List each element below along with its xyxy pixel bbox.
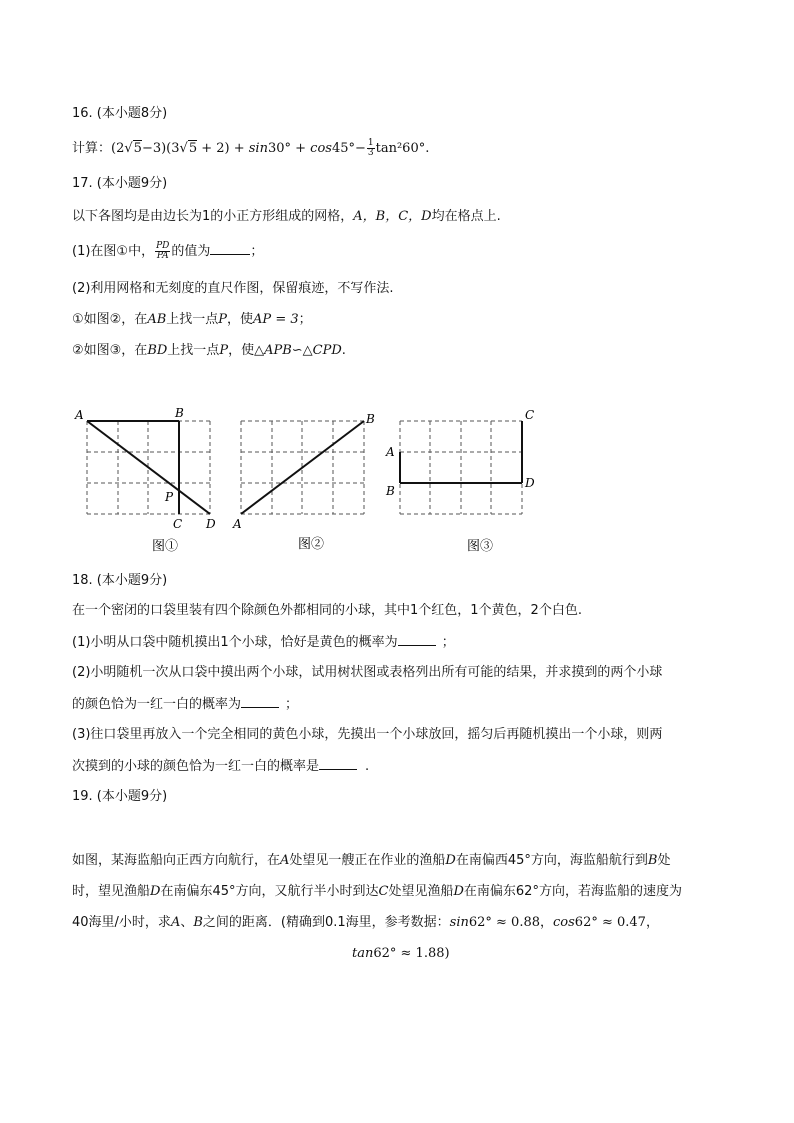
fig2-caption: 图② (298, 537, 325, 552)
fig1-label-d: D (206, 517, 216, 531)
answer-blank[interactable] (210, 242, 250, 255)
q16-fraction: $\frac{1}{3}$ (367, 138, 374, 158)
q16-heading: 16. (本小题8分) (72, 106, 168, 121)
fig3-grid (400, 421, 522, 514)
answer-blank[interactable] (398, 633, 436, 646)
fig1-caption: 图① (152, 539, 179, 554)
fig3-label-d: D (525, 476, 535, 490)
q17-heading: 17. (本小题9分) (72, 176, 168, 191)
fig3-label-b: B (386, 484, 395, 498)
q18-intro: 在一个密闭的口袋里装有四个除颜色外都相同的小球，其中1个红色，1个黄色，2个白色. (72, 603, 582, 618)
q19-line4: tan62° ≈ 1.88) (352, 946, 450, 961)
fig3-label-c: C (525, 408, 535, 422)
q16-lead: 计算： (72, 141, 112, 156)
fig1-label-p: P (165, 490, 174, 504)
answer-blank[interactable] (241, 695, 279, 708)
fig3-label-a: A (386, 445, 395, 459)
fig1-label-b: B (175, 406, 184, 420)
fig2-label-a: A (233, 517, 242, 531)
q17-part1: (1)在图①中， $\frac{PD}{PA}$ 的值为 ； (72, 241, 264, 261)
fig1-label-a: A (75, 408, 84, 422)
fig2-label-b: B (366, 412, 375, 426)
q17-part2-2: ②如图③，在BD上找一点P，使△APB∽△CPD. (72, 343, 346, 358)
q18-part3-line2: 次摸到的小球的颜色恰为一红一白的概率是 . (72, 759, 370, 774)
q19-line1: 如图，某海监船向正西方向航行，在A处望见一艘正在作业的渔船D在南偏西45°方向，海监船航行到B处 (72, 853, 671, 868)
q19-line2: 时，望见渔船D在南偏东45°方向，又航行半小时到达C处望见渔船D在南偏东62°方向，若海监船的速度为 (72, 884, 682, 899)
q18-heading: 18. (本小题9分) (72, 573, 168, 588)
q18-part2-line1: (2)小明随机一次从口袋中摸出两个小球，试用树状图或表格列出所有可能的结果，并求摸到的两个小球 (72, 665, 663, 680)
q19-line3: 40海里/小时，求A、B之间的距离．(精确到0.1海里，参考数据：sin62° ≈ 0.88，cos62° ≈ 0.47， (72, 915, 659, 930)
q16-expression: (2√5−3)(3√5 + 2) + sin30° + cos45°− $\frac{1}{3}$ tan²60°. (111, 138, 430, 158)
q18-part2-line2: 的颜色恰为一红一白的概率为 ； (72, 697, 299, 712)
answer-blank[interactable] (319, 757, 357, 770)
q17-part2: (2)利用网格和无刻度的直尺作图，保留痕迹，不写作法. (72, 281, 394, 296)
q18-part3-line1: (3)往口袋里再放入一个完全相同的黄色小球，先摸出一个小球放回，摇匀后再随机摸出一个小球，则两 (72, 727, 663, 742)
fig3-caption: 图③ (467, 539, 494, 554)
q17-fraction: $\frac{PD}{PA}$ (156, 241, 170, 261)
q17-intro: 以下各图均是由边长为1的小正方形组成的网格，A，B，C，D均在格点上. (72, 209, 501, 224)
q19-heading: 19. (本小题9分) (72, 789, 168, 804)
fig1-label-c: C (173, 517, 183, 531)
q17-figures (0, 395, 794, 565)
q18-part1: (1)小明从口袋中随机摸出1个小球，恰好是黄色的概率为 ； (72, 635, 455, 650)
q16-problem (72, 139, 429, 158)
q17-part2-1: ①如图②，在AB上找一点P，使AP = 3； (72, 312, 312, 327)
